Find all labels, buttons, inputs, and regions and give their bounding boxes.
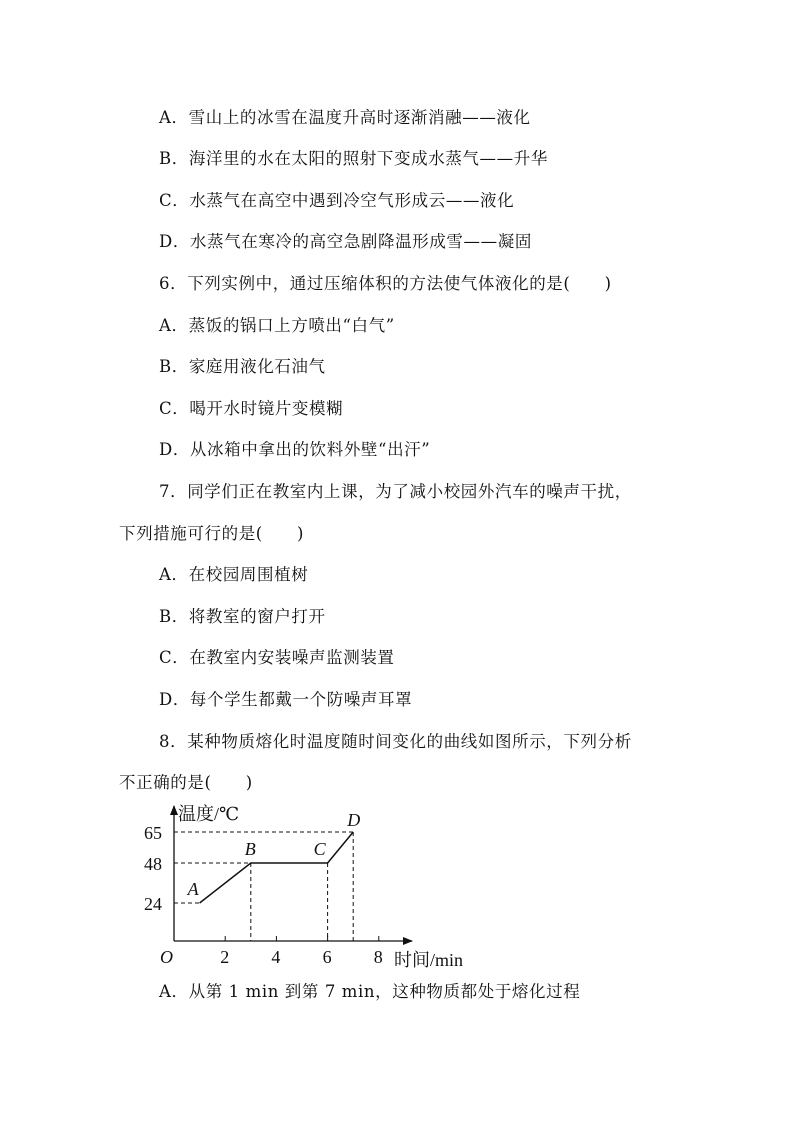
q7-option-a: A．在校园周围植树 xyxy=(159,565,309,584)
question-7-line-1: 7．同学们正在教室内上课，为了减小校园外汽车的噪声干扰， xyxy=(159,482,632,501)
question-8-line-1: 8．某种物质熔化时温度随时间变化的曲线如图所示，下列分析 xyxy=(159,732,632,751)
q6-option-c: C．喝开水时镜片变模糊 xyxy=(159,399,344,418)
q5-option-d: D．水蒸气在寒冷的高空急剧降温形成雪——凝固 xyxy=(159,232,532,251)
question-6: 6．下列实例中，通过压缩体积的方法使气体液化的是( ) xyxy=(159,274,612,293)
x-tick-label: 8 xyxy=(373,947,383,967)
q7-option-b: B．将教室的窗户打开 xyxy=(159,607,326,626)
q6-option-b: B．家庭用液化石油气 xyxy=(159,357,326,376)
x-tick-label: 2 xyxy=(220,947,230,967)
q5-option-c: C．水蒸气在高空中遇到冷空气形成云——液化 xyxy=(159,191,515,210)
q5-option-b: B．海洋里的水在太阳的照射下变成水蒸气——升华 xyxy=(159,149,548,168)
q6-option-d: D．从冰箱中拿出的饮料外壁“出汗” xyxy=(159,440,431,459)
y-tick-label: 48 xyxy=(144,854,162,874)
q7-option-c: C．在教室内安装噪声监测装置 xyxy=(159,648,395,667)
question-8-line-2: 不正确的是( ) xyxy=(119,773,253,792)
y-tick-label: 65 xyxy=(144,823,162,843)
x-tick-label: 6 xyxy=(322,947,332,967)
q6-option-a: A．蒸饭的锅口上方喷出“白气” xyxy=(159,316,395,335)
point-label-d: D xyxy=(347,810,361,830)
melting-curve-chart xyxy=(144,800,480,978)
q5-option-a: A．雪山上的冰雪在温度升高时逐渐消融——液化 xyxy=(159,108,531,127)
origin-label: O xyxy=(160,947,173,967)
melting-curve-line xyxy=(200,832,354,903)
point-label-c: C xyxy=(313,839,326,859)
question-7-line-2: 下列措施可行的是( ) xyxy=(119,524,305,543)
x-axis-label: 时间/min xyxy=(394,950,464,970)
q8-option-a: A．从第 1 min 到第 7 min，这种物质都处于熔化过程 xyxy=(159,982,581,1001)
x-tick-label: 4 xyxy=(271,947,281,967)
y-axis-label: 温度/℃ xyxy=(178,804,240,824)
q7-option-d: D．每个学生都戴一个防噪声耳罩 xyxy=(159,690,413,709)
point-label-a: A xyxy=(187,879,199,899)
point-label-b: B xyxy=(244,839,256,859)
y-tick-label: 24 xyxy=(144,894,162,914)
